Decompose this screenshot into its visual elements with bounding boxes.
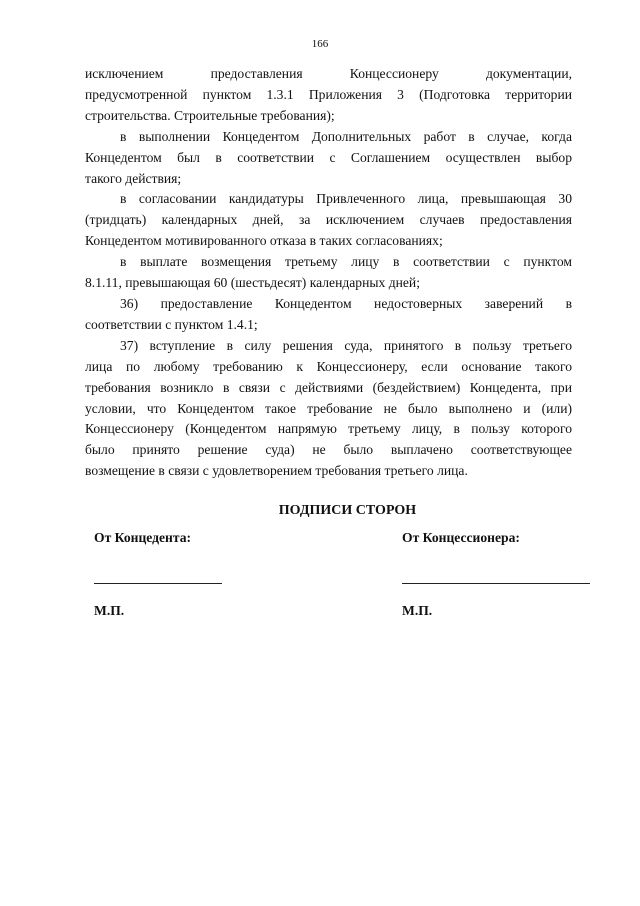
grantor-seal-label: М.П. (94, 603, 125, 618)
text-line: было принято решение суда) не было выплачено соответствующее (85, 442, 572, 458)
grantor-label: От Концедента: (94, 530, 192, 545)
text-line: Концедентом мотивированного отказа в таких согласованиях; (85, 233, 443, 249)
text-line: исключением предоставления Концессионеру документации, (85, 66, 572, 81)
text-line: строительства. Строительные требования); (85, 107, 335, 123)
page-number: 166 (311, 38, 329, 50)
text-line: требования возникло в связи с действиями (бездействием) Концедента, при (85, 379, 572, 395)
signatures-title: ПОДПИСИ СТОРОН (278, 503, 417, 518)
text-line: в выполнении Концедентом Дополнительных работ в случае, когда (120, 128, 572, 144)
text-line: Концессионеру (Концедентом напрямую третьему лицу, в пользу которого (85, 421, 572, 437)
text-line: возмещение в связи с удовлетворением требования третьего лица. (85, 463, 468, 479)
text-line: 8.1.11, превышающая 60 (шестьдесят) календарных дней; (85, 275, 420, 291)
text-line: 37) вступление в силу решения суда, принятого в пользу третьего (120, 337, 572, 353)
text-line: такого действия; (85, 170, 182, 186)
text-line: в согласовании кандидатуры Привлеченного лица, превышающая 30 (120, 191, 572, 207)
document-body (85, 64, 572, 482)
text-line: в выплате возмещения третьему лицу в соответствии с пунктом (120, 254, 572, 270)
text-line: условии, что Концедентом такое требование не было выполнено и (или) (85, 400, 572, 416)
concessionaire-label: От Концессионера: (402, 530, 520, 545)
text-line: 36) предоставление Концедентом недостоверных заверений в (120, 295, 572, 311)
text-line: предусмотренной пунктом 1.3.1 Приложения 3 (Подготовка территории (85, 86, 572, 102)
concessionaire-signature-line (402, 583, 590, 584)
text-line: лица по любому требованию к Концессионеру, если основание такого (85, 358, 572, 374)
concessionaire-seal-label: М.П. (402, 603, 433, 618)
grantor-signature-line (94, 583, 222, 584)
text-line: (тридцать) календарных дней, за исключением случаев предоставления (85, 212, 572, 228)
text-line: соответствии с пунктом 1.4.1; (85, 316, 258, 332)
text-line: Концедентом был в соответствии с Соглашением осуществлен выбор (85, 149, 572, 165)
